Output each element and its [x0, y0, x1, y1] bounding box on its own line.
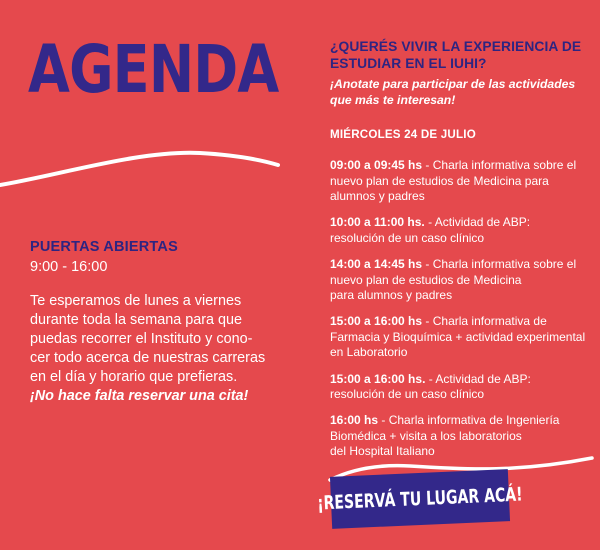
event-item [330, 372, 592, 403]
no-appointment-note: ¡No hace falta reservar una cita! [30, 388, 249, 404]
event-description: nuevo plan de estudios de Medicina para [330, 173, 549, 188]
event-description: - Actividad de ABP: [425, 371, 531, 386]
event-day: MIÉRCOLES 24 DE JULIO [330, 128, 476, 141]
event-description: - Charla informativa de [422, 314, 547, 329]
agenda-title: AGENDA [28, 31, 279, 108]
invite-block [330, 38, 595, 108]
event-time: 09:00 a 09:45 hs [330, 158, 423, 172]
description-line: puedas recorrer el Instituto y cono- [30, 331, 253, 347]
white-wave-decoration [0, 145, 280, 195]
reserve-spot-label: ¡RESERVÁ TU LUGAR ACÁ! [316, 483, 524, 515]
event-description: para alumnos y padres [330, 288, 453, 303]
event-description: alumnos y padres [330, 189, 425, 204]
description-line: Te esperamos de lunes a viernes [30, 293, 242, 309]
event-description: - Charla informativa sobre el [422, 158, 577, 172]
event-description: del Hospital Italiano [330, 444, 435, 459]
event-description: en Laboratorio [330, 345, 408, 360]
event-time: 14:00 a 14:45 hs [330, 256, 423, 271]
invite-subline [330, 77, 595, 108]
open-house-description [30, 292, 270, 406]
event-description: - Charla informativa sobre el [422, 256, 577, 271]
event-description: nuevo plan de estudios de Medicina [330, 272, 522, 287]
event-description: resolución de un caso clínico [330, 230, 485, 245]
event-description: Farmacia y Bioquímica + actividad experimental [330, 329, 586, 344]
description-line: en el día y horario que prefieras. [30, 369, 238, 385]
event-item [330, 158, 592, 205]
subline-line: ¡Anotate para participar de las actividades [330, 77, 576, 91]
event-description: Biomédica + visita a los laboratorios [330, 428, 522, 443]
event-description: - Charla informativa de Ingeniería [378, 413, 560, 428]
reserve-spot-button[interactable] [316, 469, 524, 529]
subline-line: que más te interesan! [330, 92, 456, 107]
open-house-heading: PUERTAS ABIERTAS [30, 239, 178, 255]
event-time: 15:00 a 16:00 hs [330, 314, 423, 329]
headline-line: ¿QUERÉS VIVIR LA EXPERIENCIA DE [330, 39, 582, 54]
description-line: durante toda la semana para que [30, 312, 243, 328]
event-time: 10:00 a 11:00 hs. [330, 215, 425, 230]
headline-line: ESTUDIAR EN EL IUHI? [330, 56, 487, 71]
event-description: - Actividad de ABP: [424, 215, 531, 230]
event-item [330, 215, 592, 246]
event-item [330, 314, 592, 361]
description-line: cer todo acerca de nuestras carreras [30, 350, 266, 366]
event-item [330, 257, 592, 304]
event-time: 15:00 a 16:00 hs. [330, 371, 426, 386]
event-time: 16:00 hs [330, 413, 379, 428]
invite-headline [330, 38, 595, 72]
event-list [330, 158, 592, 471]
open-house-hours: 9:00 - 16:00 [30, 259, 108, 275]
event-description: resolución de un caso clínico [330, 387, 485, 402]
